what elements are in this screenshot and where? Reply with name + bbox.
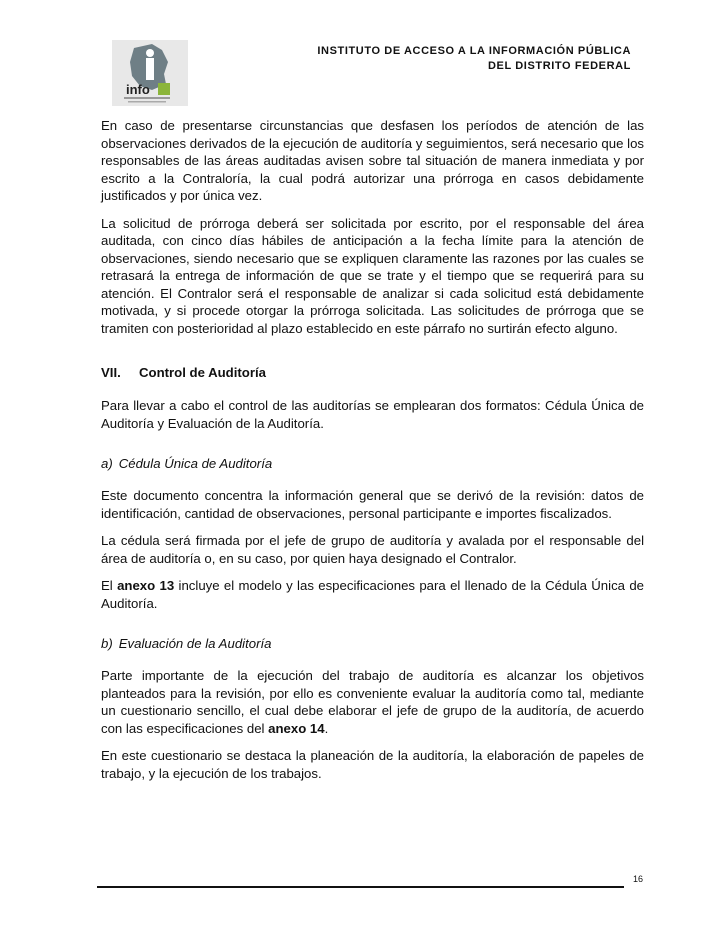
subsection-a-heading	[101, 456, 644, 471]
paragraph-cedula-description: Este documento concentra la información general que se derivó de la revisión: datos de identificación, cantidad de observaciones, personal participante e importes fiscalizados.	[101, 488, 644, 521]
paragraph-section-intro: Para llevar a cabo el control de las auditorías se emplearan dos formatos: Cédula Única de Auditoría y Evaluación de la Auditoría.	[101, 398, 644, 431]
annex-14-reference: anexo 14	[268, 720, 325, 736]
paragraph-evaluacion-questionnaire: En este cuestionario se destaca la planeación de la auditoría, la elaboración de papeles de trabajo, y la ejecución de los trabajos.	[101, 748, 644, 781]
paragraph-cedula-annex: El anexo 13 incluye el modelo y las especificaciones para el llenado de la Cédula Única de Auditoría.	[101, 578, 645, 611]
header-line-2: DEL DISTRITO FEDERAL	[488, 60, 631, 72]
footer-divider	[97, 886, 624, 888]
paragraph-prorroga-request: La solicitud de prórroga deberá ser solicitada por escrito, por el responsable del área auditada, con cinco días hábiles de anticipación a la fecha límite para la atención de observaciones, siendo necesario que se expliquen claramente las razones por las cuales se retrasará la entrega de información de que se trate y el tiempo que se requerirá para su atención. El Contralor será el responsable de analizar si cada solicitud está debidamente motivada, y si procede otorgar la prórroga solicitada. Las solicitudes de prórroga que se tramiten con posterioridad al plazo establecido en este párrafo no surtirán efecto alguno.	[101, 215, 644, 336]
subsection-b-letter: b)	[101, 636, 113, 651]
svg-text:info: info	[126, 82, 150, 97]
annex-13-reference: anexo 13	[117, 578, 175, 593]
subsection-a-letter: a)	[101, 456, 113, 471]
subsection-b-title: Evaluación de la Auditoría	[118, 636, 272, 651]
document-body	[101, 117, 644, 782]
subsection-b-heading	[101, 636, 644, 651]
paragraph-cedula-signature: La cédula será firmada por el jefe de grupo de auditoría y avalada por el responsable del área de auditoría o, en su caso, por quien haya designado el Contralor.	[101, 533, 644, 566]
section-heading	[101, 365, 644, 380]
infodf-logo-icon	[112, 40, 188, 106]
paragraph-prorroga-circumstances: En caso de presentarse circunstancias que desfasen los períodos de atención de las observaciones derivados de la ejecución de auditoría y seguimientos, será necesario que los responsables de las áreas auditadas avisen sobre tal situación de manera inmediata y por escrito a la Contraloría, la cual podrá autorizar una prórroga en casos debidamente justificados y por única vez.	[101, 118, 644, 203]
paragraph-evaluacion-description: Parte importante de la ejecución del trabajo de auditoría es alcanzar los objetivos planteados para la revisión, por ello es conveniente evaluar la auditoría como tal, mediante un cuestionario sencillo, el cual debe elaborar el jefe de grupo de la auditoría, de acuerdo con las especificaciones del anexo 14.	[101, 668, 644, 736]
section-number: VII.	[101, 365, 121, 380]
page-number: 16	[632, 874, 643, 884]
subsection-a-title: Cédula Única de Auditoría	[118, 456, 273, 471]
section-title: Control de Auditoría	[139, 365, 266, 380]
page-header	[317, 44, 631, 74]
header-line-1: INSTITUTO DE ACCESO A LA INFORMACIÓN PÚBLICA	[317, 45, 631, 57]
